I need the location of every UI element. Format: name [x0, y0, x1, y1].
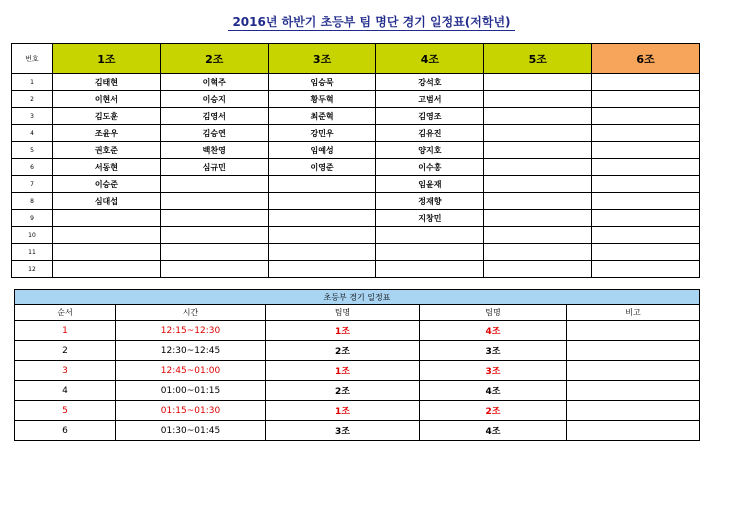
schedule-team2-cell: 4조 [420, 381, 567, 401]
player-name-cell: 김영조 [376, 108, 484, 125]
schedule-note-cell [567, 361, 700, 381]
player-name-cell [268, 227, 376, 244]
player-name-cell: 김도훈 [53, 108, 161, 125]
player-name-cell [592, 74, 700, 91]
row-number: 1 [12, 74, 53, 91]
schedule-team1-cell: 1조 [266, 401, 420, 421]
schedule-note-cell [567, 321, 700, 341]
schedule-row [15, 361, 700, 381]
team-header-6: 6조 [592, 44, 700, 74]
row-number: 10 [12, 227, 53, 244]
team-header-5: 5조 [484, 44, 592, 74]
player-name-cell: 백찬영 [160, 142, 268, 159]
schedule-order-cell: 4 [15, 381, 116, 401]
team-row [12, 176, 700, 193]
team-row [12, 193, 700, 210]
row-number: 5 [12, 142, 53, 159]
row-number: 12 [12, 261, 53, 278]
player-name-cell [484, 125, 592, 142]
schedule-team1-cell: 1조 [266, 321, 420, 341]
schedule-team1-cell: 2조 [266, 341, 420, 361]
player-name-cell [592, 91, 700, 108]
player-name-cell [592, 159, 700, 176]
schedule-caption-row [15, 290, 700, 305]
schedule-team2-cell: 4조 [420, 421, 567, 441]
schedule-order-cell: 5 [15, 401, 116, 421]
player-name-cell [53, 244, 161, 261]
schedule-caption: 초등부 경기 일정표 [15, 290, 700, 305]
row-number: 7 [12, 176, 53, 193]
player-name-cell: 심규민 [160, 159, 268, 176]
player-name-cell [484, 108, 592, 125]
player-name-cell [376, 227, 484, 244]
player-name-cell [592, 193, 700, 210]
player-name-cell: 조윤우 [53, 125, 161, 142]
player-name-cell: 임윤재 [376, 176, 484, 193]
team-header-2: 2조 [160, 44, 268, 74]
player-name-cell [484, 244, 592, 261]
player-name-cell: 이혁주 [160, 74, 268, 91]
row-number: 8 [12, 193, 53, 210]
schedule-row [15, 421, 700, 441]
schedule-header-team1: 팀명 [266, 305, 420, 321]
player-name-cell: 김영서 [160, 108, 268, 125]
schedule-header-order: 순서 [15, 305, 116, 321]
player-name-cell: 지창민 [376, 210, 484, 227]
player-name-cell: 정재향 [376, 193, 484, 210]
player-name-cell: 황두혁 [268, 91, 376, 108]
player-name-cell [484, 159, 592, 176]
player-name-cell [268, 261, 376, 278]
schedule-team2-cell: 2조 [420, 401, 567, 421]
schedule-note-cell [567, 401, 700, 421]
player-name-cell [484, 210, 592, 227]
player-name-cell [160, 176, 268, 193]
player-name-cell [160, 227, 268, 244]
team-row [12, 125, 700, 142]
player-name-cell [160, 244, 268, 261]
schedule-header-team2: 팀명 [420, 305, 567, 321]
team-row [12, 108, 700, 125]
player-name-cell [53, 227, 161, 244]
player-name-cell: 이영준 [268, 159, 376, 176]
player-name-cell: 임예성 [268, 142, 376, 159]
team-row [12, 142, 700, 159]
schedule-time-cell: 12:45~01:00 [116, 361, 266, 381]
player-name-cell: 심대섭 [53, 193, 161, 210]
player-name-cell [268, 210, 376, 227]
player-name-cell [484, 261, 592, 278]
player-name-cell: 이수홍 [376, 159, 484, 176]
team-header-4: 4조 [376, 44, 484, 74]
team-header-1: 1조 [53, 44, 161, 74]
player-name-cell: 강민우 [268, 125, 376, 142]
player-name-cell: 김승연 [160, 125, 268, 142]
team-row [12, 261, 700, 278]
schedule-team2-cell: 3조 [420, 341, 567, 361]
player-name-cell [592, 227, 700, 244]
player-name-cell [53, 210, 161, 227]
player-name-cell [376, 261, 484, 278]
schedule-note-cell [567, 381, 700, 401]
player-name-cell: 서동현 [53, 159, 161, 176]
player-name-cell [484, 142, 592, 159]
team-row [12, 74, 700, 91]
player-name-cell [160, 261, 268, 278]
player-name-cell [268, 176, 376, 193]
player-name-cell [592, 142, 700, 159]
schedule-time-cell: 12:15~12:30 [116, 321, 266, 341]
schedule-time-cell: 01:00~01:15 [116, 381, 266, 401]
player-name-cell [592, 261, 700, 278]
player-name-cell: 최준혁 [268, 108, 376, 125]
team-row [12, 159, 700, 176]
page-title-text: 2016년 하반기 초등부 팀 명단 경기 일정표(저학년) [228, 15, 514, 31]
schedule-header-time: 시간 [116, 305, 266, 321]
number-column-header: 번호 [12, 44, 53, 74]
schedule-time-cell: 01:15~01:30 [116, 401, 266, 421]
schedule-header-row [15, 305, 700, 321]
player-name-cell: 이승준 [53, 176, 161, 193]
player-name-cell: 권호준 [53, 142, 161, 159]
schedule-order-cell: 6 [15, 421, 116, 441]
player-name-cell [484, 176, 592, 193]
team-header-row [12, 44, 700, 74]
player-name-cell: 고범서 [376, 91, 484, 108]
row-number: 3 [12, 108, 53, 125]
team-row [12, 244, 700, 261]
player-name-cell [592, 210, 700, 227]
schedule-team2-cell: 3조 [420, 361, 567, 381]
player-name-cell: 김유진 [376, 125, 484, 142]
player-name-cell: 이현서 [53, 91, 161, 108]
schedule-team1-cell: 1조 [266, 361, 420, 381]
schedule-time-cell: 12:30~12:45 [116, 341, 266, 361]
schedule-team2-cell: 4조 [420, 321, 567, 341]
player-name-cell: 이승지 [160, 91, 268, 108]
player-name-cell [592, 176, 700, 193]
team-roster-table [11, 43, 700, 278]
row-number: 4 [12, 125, 53, 142]
row-number: 11 [12, 244, 53, 261]
player-name-cell [484, 227, 592, 244]
schedule-order-cell: 3 [15, 361, 116, 381]
schedule-team1-cell: 2조 [266, 381, 420, 401]
player-name-cell [268, 244, 376, 261]
team-row [12, 227, 700, 244]
player-name-cell [484, 74, 592, 91]
player-name-cell [592, 108, 700, 125]
player-name-cell: 김태현 [53, 74, 161, 91]
player-name-cell [592, 244, 700, 261]
player-name-cell [592, 125, 700, 142]
player-name-cell [484, 91, 592, 108]
schedule-order-cell: 2 [15, 341, 116, 361]
player-name-cell [160, 193, 268, 210]
team-header-3: 3조 [268, 44, 376, 74]
schedule-table [14, 289, 700, 441]
player-name-cell: 임승묵 [268, 74, 376, 91]
schedule-row [15, 321, 700, 341]
player-name-cell [376, 244, 484, 261]
schedule-order-cell: 1 [15, 321, 116, 341]
player-name-cell: 강석호 [376, 74, 484, 91]
row-number: 2 [12, 91, 53, 108]
schedule-note-cell [567, 341, 700, 361]
row-number: 9 [12, 210, 53, 227]
team-row [12, 91, 700, 108]
page-title [0, 13, 743, 30]
team-row [12, 210, 700, 227]
player-name-cell: 양지호 [376, 142, 484, 159]
player-name-cell [160, 210, 268, 227]
schedule-team1-cell: 3조 [266, 421, 420, 441]
schedule-header-note: 비고 [567, 305, 700, 321]
row-number: 6 [12, 159, 53, 176]
schedule-row [15, 381, 700, 401]
player-name-cell [268, 193, 376, 210]
schedule-time-cell: 01:30~01:45 [116, 421, 266, 441]
player-name-cell [484, 193, 592, 210]
schedule-row [15, 401, 700, 421]
schedule-row [15, 341, 700, 361]
schedule-note-cell [567, 421, 700, 441]
player-name-cell [53, 261, 161, 278]
